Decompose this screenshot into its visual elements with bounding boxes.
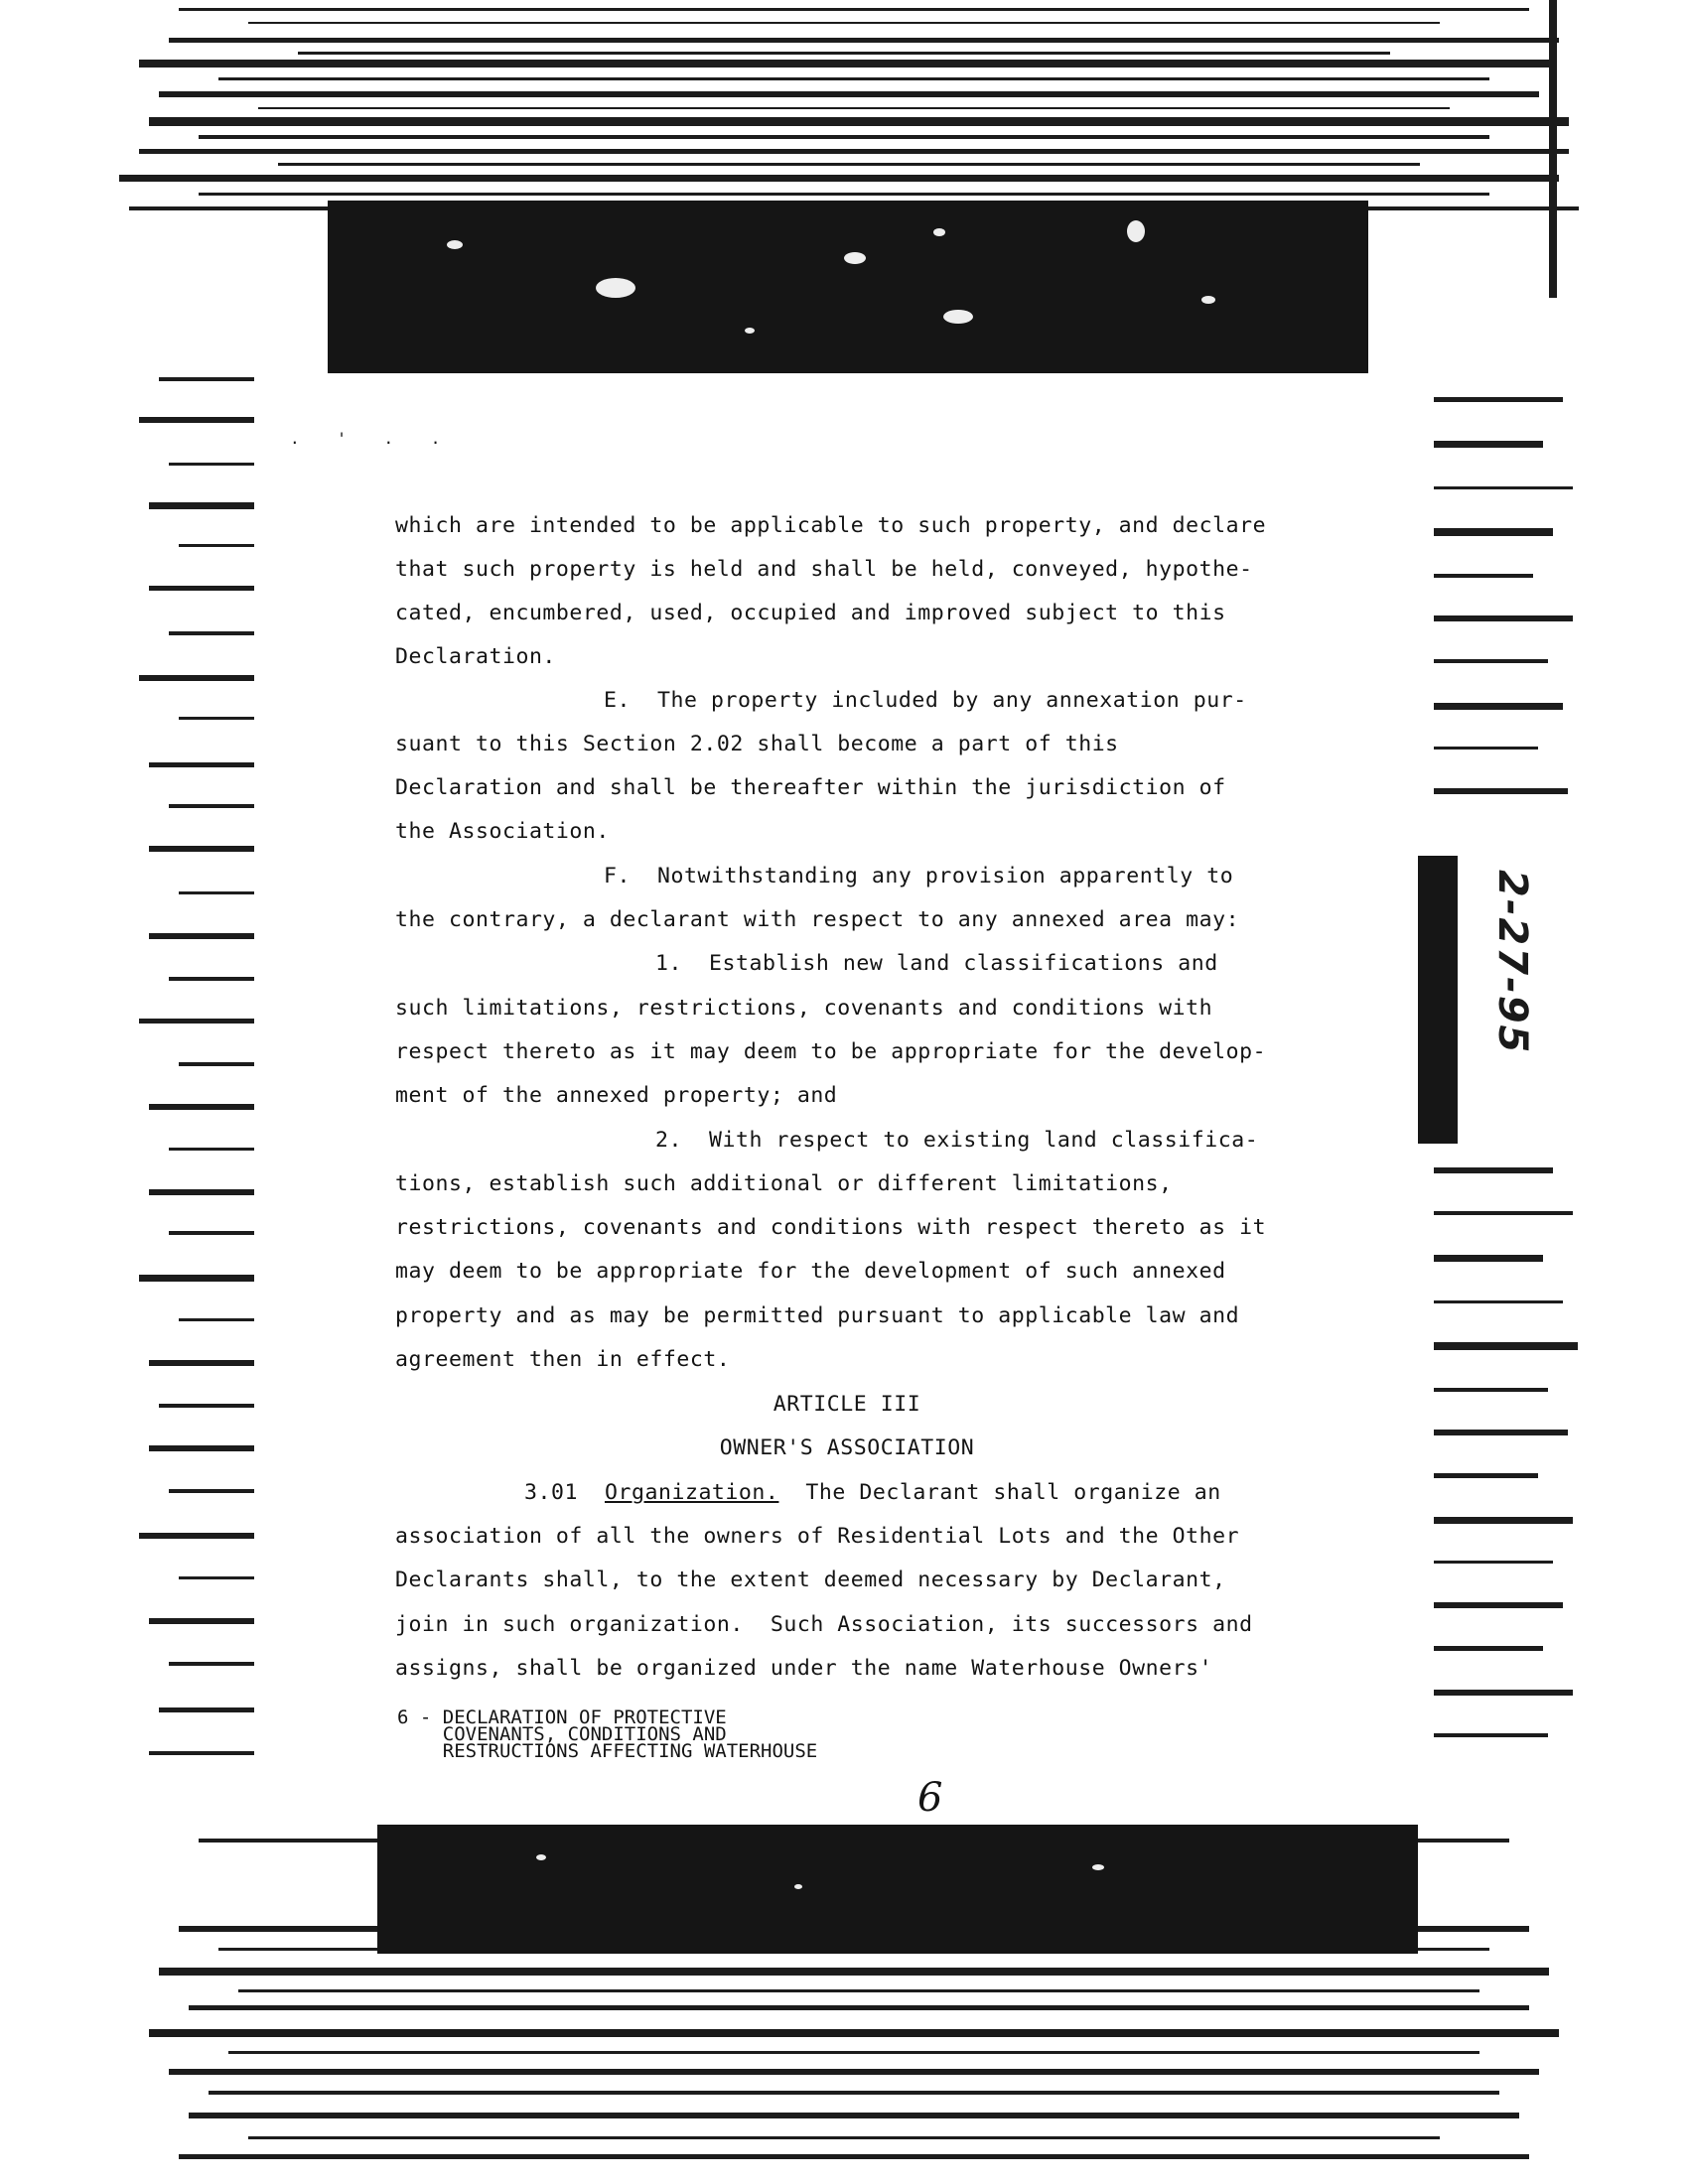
body-line: Declaration. <box>395 644 556 669</box>
footer-line: COVENANTS, CONDITIONS AND <box>397 1723 727 1745</box>
top-marks: . ' . . <box>290 429 455 448</box>
scan-dark-band-top <box>328 201 1368 375</box>
body-line: the contrary, a declarant with respect to any annexed area may: <box>395 907 1240 932</box>
body-line: Declarants shall, to the extent deemed necessary by Declarant, <box>395 1568 1226 1592</box>
body-line: may deem to be appropriate for the development of such annexed <box>395 1259 1226 1284</box>
article-number: ARTICLE III <box>773 1392 921 1417</box>
article-title: OWNER'S ASSOCIATION <box>719 1435 975 1460</box>
paragraph-e: E. The property included by any annexation pur- <box>604 688 1247 713</box>
handwritten-page-number: 6 <box>917 1775 943 1821</box>
body-line: association of all the owners of Residential Lots and the Other <box>395 1524 1240 1549</box>
page-footer <box>397 1706 818 1762</box>
body-line: such limitations, restrictions, covenants and conditions with <box>395 996 1213 1021</box>
body-line: cated, encumbered, used, occupied and improved subject to this <box>395 601 1226 625</box>
body-line: agreement then in effect. <box>395 1347 731 1372</box>
body-line: tions, establish such additional or different limitations, <box>395 1171 1173 1196</box>
footer-line: 6 - DECLARATION OF PROTECTIVE <box>397 1706 727 1728</box>
body-line: ment of the annexed property; and <box>395 1083 838 1108</box>
subparagraph-1: 1. Establish new land classifications and <box>655 951 1218 976</box>
body-line: assigns, shall be organized under the name Waterhouse Owners' <box>395 1656 1213 1681</box>
section-number: 3.01 <box>524 1480 578 1505</box>
body-line: that such property is held and shall be held, conveyed, hypothe- <box>395 557 1253 582</box>
scan-dark-band-bottom <box>377 1825 1418 1954</box>
body-line: Declaration and shall be thereafter within the jurisdiction of <box>395 775 1226 800</box>
body-line: the Association. <box>395 819 610 844</box>
footer-line: RESTRUCTIONS AFFECTING WATERHOUSE <box>397 1740 818 1762</box>
body-line: which are intended to be applicable to such property, and declare <box>395 513 1267 538</box>
body-line: join in such organization. Such Association, its successors and <box>395 1612 1253 1637</box>
body-line: restrictions, covenants and conditions with respect thereto as it <box>395 1215 1267 1240</box>
subparagraph-2: 2. With respect to existing land classifica- <box>655 1128 1259 1153</box>
body-line: property and as may be permitted pursuant to applicable law and <box>395 1303 1240 1328</box>
paragraph-f: F. Notwithstanding any provision apparently to <box>604 864 1234 888</box>
margin-date-stamp: 2-27-95 <box>1489 870 1535 1055</box>
section-first-line-text: The Declarant shall organize an <box>778 1480 1221 1505</box>
section-3-01-first-line <box>524 1478 1221 1508</box>
scan-dark-strip-right <box>1418 856 1458 1144</box>
body-line: suant to this Section 2.02 shall become a part of this <box>395 732 1119 756</box>
section-heading: Organization. <box>604 1480 779 1505</box>
body-line: respect thereto as it may deem to be appropriate for the develop- <box>395 1039 1267 1064</box>
